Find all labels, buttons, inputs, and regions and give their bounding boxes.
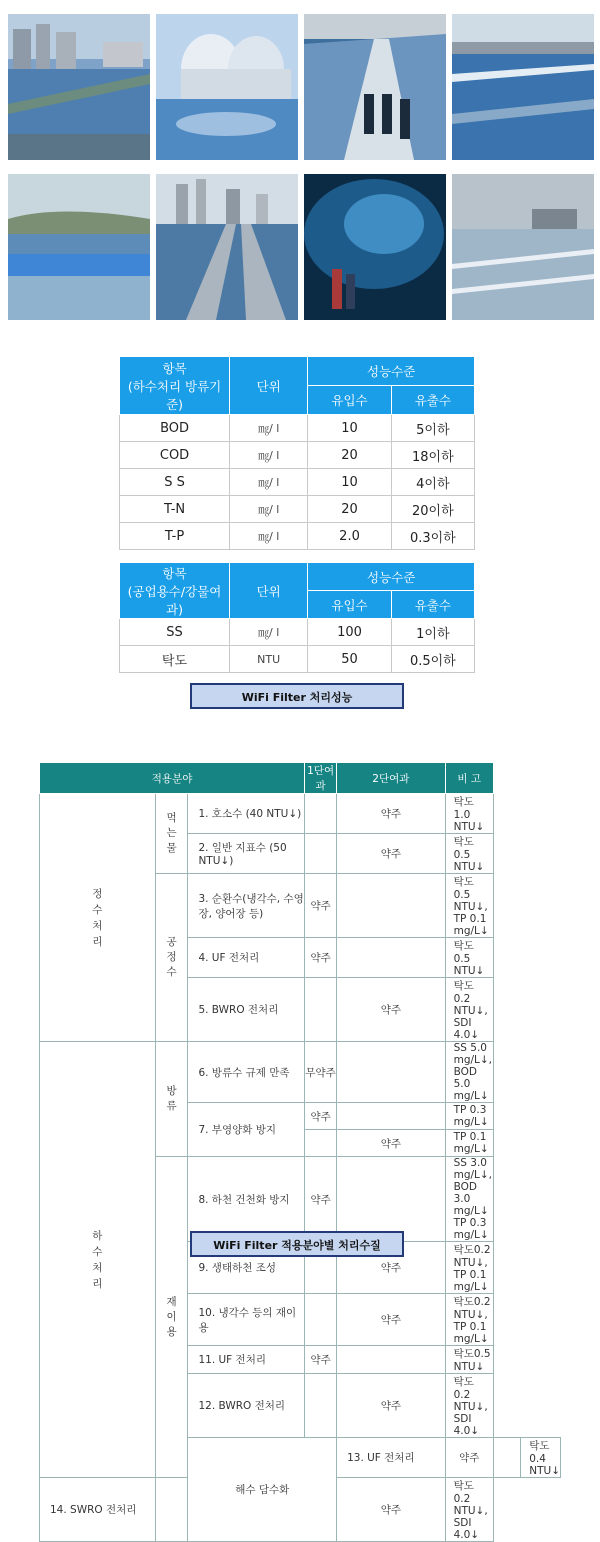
cell-stage2: 약주	[337, 978, 446, 1042]
cell-name: 2. 일반 지표수 (50 NTU↓)	[188, 834, 305, 874]
cell-outflow: 5이하	[391, 415, 474, 442]
cell-stage2	[337, 1157, 446, 1242]
cell-note: 탁도 1.0 NTU↓	[445, 794, 493, 834]
table-row	[120, 496, 475, 523]
water-treatment-photo-2	[156, 14, 298, 160]
group-process-water: 공정수	[155, 874, 188, 1042]
cell-item: COD	[120, 442, 230, 469]
cell-unit: ㎎/ l	[230, 523, 308, 550]
water-treatment-photo-6	[156, 174, 298, 320]
application-table	[39, 762, 561, 1542]
cell-note: TP 0.1 mg/L↓	[445, 1130, 493, 1157]
cell-stage1	[305, 978, 337, 1042]
group-discharge: 방류	[155, 1042, 188, 1157]
header-unit: 단위	[230, 357, 308, 415]
table-row	[40, 794, 561, 834]
cell-stage1	[305, 1294, 337, 1346]
cell-stage1: 무약주	[305, 1042, 337, 1103]
cell-note: SS 3.0 mg/L↓, BOD 3.0 mg/L↓ TP 0.3 mg/L↓	[445, 1157, 493, 1242]
header-performance: 성능수준	[308, 563, 475, 591]
water-treatment-photo-1	[8, 14, 150, 160]
cell-stage2: 약주	[337, 1130, 446, 1157]
cell-stage2: 약주	[337, 1242, 446, 1294]
cell-unit: ㎎/ l	[230, 469, 308, 496]
header-performance: 성능수준	[308, 357, 475, 386]
cell-inflow: 20	[308, 496, 391, 523]
cell-stage1: 약주	[305, 1157, 337, 1242]
cell-stage2: 약주	[337, 1374, 446, 1438]
group-drinking: 먹는물	[155, 794, 188, 874]
cell-note: 탁도0.2 NTU↓, TP 0.1 mg/L↓	[445, 1294, 493, 1346]
header-note: 비 고	[445, 763, 493, 794]
cell-unit: ㎎/ l	[230, 415, 308, 442]
cell-item: S S	[120, 469, 230, 496]
header-inflow: 유입수	[308, 591, 391, 619]
cell-name: 4. UF 전처리	[188, 938, 305, 978]
cell-stage1	[305, 834, 337, 874]
cell-note: 탁도 0.5 NTU↓	[445, 834, 493, 874]
cell-name: 8. 하천 건천화 방지	[188, 1157, 305, 1242]
cell-unit: ㎎/ l	[230, 496, 308, 523]
cell-inflow: 100	[308, 619, 391, 646]
group-clean-water: 정수처리	[40, 794, 156, 1042]
cell-stage2	[493, 1438, 520, 1478]
cell-name: 12. BWRO 전처리	[188, 1374, 305, 1438]
cell-note: 탁도0.5 NTU↓	[445, 1346, 493, 1374]
table-row	[120, 469, 475, 496]
header-outflow: 유출수	[391, 591, 474, 619]
cell-item: 탁도	[120, 646, 230, 673]
cell-name: 5. BWRO 전처리	[188, 978, 305, 1042]
cell-note: SS 5.0 mg/L↓, BOD 5.0 mg/L↓	[445, 1042, 493, 1103]
water-treatment-photo-4	[452, 14, 594, 160]
cell-stage2: 약주	[337, 834, 446, 874]
cell-outflow: 4이하	[391, 469, 474, 496]
cell-stage2	[337, 1103, 446, 1130]
cell-name: 6. 방류수 규제 만족	[188, 1042, 305, 1103]
cell-stage1	[305, 1130, 337, 1157]
cell-inflow: 20	[308, 442, 391, 469]
cell-outflow: 18이하	[391, 442, 474, 469]
cell-note: 탁도 0.2 NTU↓, SDI 4.0↓	[445, 978, 493, 1042]
cell-item: T-P	[120, 523, 230, 550]
cell-outflow: 1이하	[391, 619, 474, 646]
performance-table-sewage	[119, 356, 475, 550]
cell-unit: ㎎/ l	[230, 442, 308, 469]
header-inflow: 유입수	[308, 386, 391, 415]
cell-outflow: 0.3이하	[391, 523, 474, 550]
cell-note: 탁도0.2 NTU↓, TP 0.1 mg/L↓	[445, 1242, 493, 1294]
table-row	[120, 442, 475, 469]
cell-name: 1. 호소수 (40 NTU↓)	[188, 794, 305, 834]
cell-item: SS	[120, 619, 230, 646]
header-stage1: 1단여과	[305, 763, 337, 794]
header-field: 적용분야	[40, 763, 305, 794]
cell-stage1	[305, 1374, 337, 1438]
cell-inflow: 2.0	[308, 523, 391, 550]
header-outflow: 유출수	[391, 386, 474, 415]
cell-note: 탁도 0.5 NTU↓, TP 0.1 mg/L↓	[445, 874, 493, 938]
cell-outflow: 0.5이하	[391, 646, 474, 673]
water-treatment-photo-7	[304, 174, 446, 320]
cell-note: TP 0.3 mg/L↓	[445, 1103, 493, 1130]
cell-name: 7. 부영양화 방지	[188, 1103, 305, 1157]
group-reuse: 재이용	[155, 1157, 188, 1478]
cell-note: 탁도 0.2 NTU↓, SDI 4.0↓	[445, 1374, 493, 1438]
cell-name: 13. UF 전처리	[337, 1438, 446, 1478]
table-row	[120, 646, 475, 673]
cell-stage2	[337, 874, 446, 938]
cell-outflow: 20이하	[391, 496, 474, 523]
cell-stage2: 약주	[337, 1294, 446, 1346]
cell-name: 9. 생태하천 조성	[188, 1242, 305, 1294]
caption-performance: WiFi Filter 처리성능	[190, 683, 404, 709]
cell-stage1	[155, 1478, 188, 1542]
table-row	[120, 523, 475, 550]
cell-item: T-N	[120, 496, 230, 523]
cell-stage1	[305, 794, 337, 834]
cell-name: 3. 순환수(냉각수, 수영장, 양어장 등)	[188, 874, 305, 938]
cell-note: 탁도 0.2 NTU↓, SDI 4.0↓	[445, 1478, 493, 1542]
group-desalination: 해수 담수화	[188, 1438, 337, 1542]
cell-stage2	[337, 1042, 446, 1103]
header-stage2: 2단여과	[337, 763, 446, 794]
cell-note: 탁도 0.5 NTU↓	[445, 938, 493, 978]
cell-note: 탁도 0.4 NTU↓	[521, 1438, 561, 1478]
cell-stage1: 약주	[305, 938, 337, 978]
cell-unit: ㎎/ l	[229, 619, 307, 646]
cell-stage2: 약주	[337, 794, 446, 834]
caption-application: WiFi Filter 적용분야별 처리수질	[190, 1231, 404, 1257]
cell-stage1: 약주	[305, 874, 337, 938]
cell-inflow: 50	[308, 646, 391, 673]
cell-name: 10. 냉각수 등의 재이용	[188, 1294, 305, 1346]
table-row	[120, 619, 475, 646]
cell-unit: NTU	[229, 646, 307, 673]
performance-table-industrial	[119, 562, 475, 673]
header-item: 항목 (공업용수/강물여과)	[120, 563, 230, 619]
header-item: 항목 (하수처리 방류기준)	[120, 357, 230, 415]
cell-stage2	[337, 1346, 446, 1374]
group-sewage: 하수처리	[40, 1042, 156, 1478]
cell-stage2	[337, 938, 446, 978]
cell-stage1: 약주	[305, 1103, 337, 1130]
cell-stage1: 약주	[445, 1438, 493, 1478]
cell-item: BOD	[120, 415, 230, 442]
water-treatment-photo-5	[8, 174, 150, 320]
cell-name: 11. UF 전처리	[188, 1346, 305, 1374]
cell-name: 14. SWRO 전처리	[40, 1478, 156, 1542]
water-treatment-photo-3	[304, 14, 446, 160]
cell-stage2: 약주	[337, 1478, 446, 1542]
header-unit: 단위	[229, 563, 307, 619]
cell-inflow: 10	[308, 469, 391, 496]
table-row	[40, 1042, 561, 1103]
cell-stage1: 약주	[305, 1346, 337, 1374]
cell-inflow: 10	[308, 415, 391, 442]
table-row	[120, 415, 475, 442]
water-treatment-photo-8	[452, 174, 594, 320]
